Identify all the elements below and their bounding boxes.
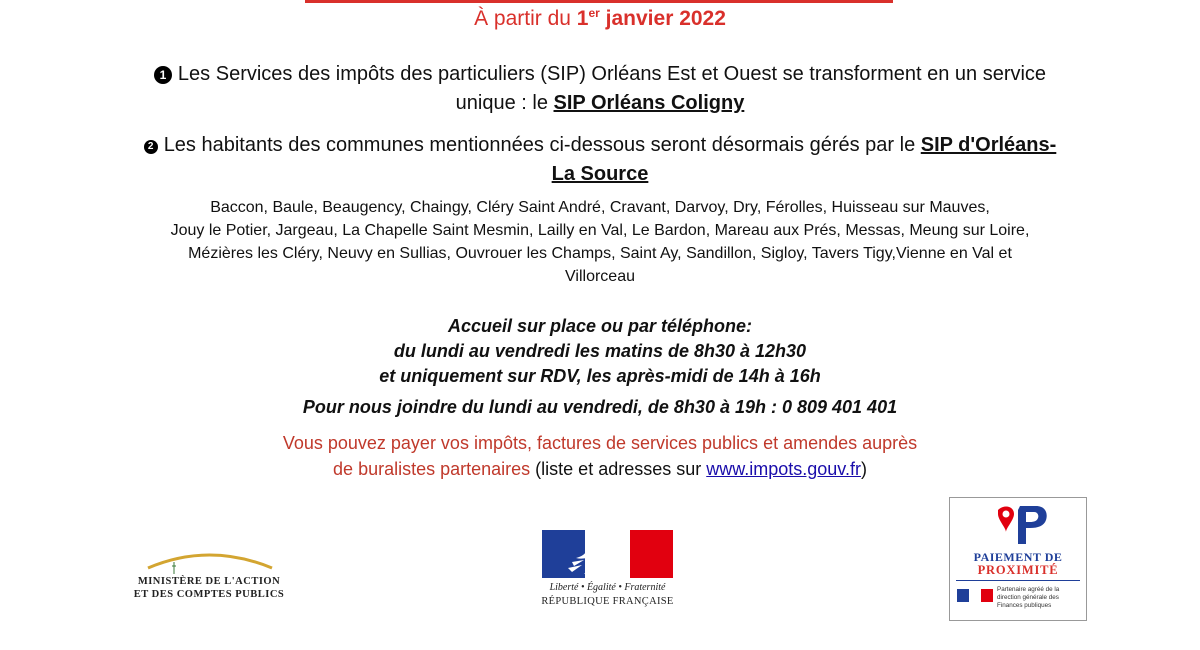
point-1-text: Les Services des impôts des particuliers (SIP) Orléans Est et Ouest se transforment en un service <box>177 63 1047 85</box>
bullet-1-icon: 1 <box>154 66 172 84</box>
pp-flag-icon <box>957 589 993 602</box>
pp-divider <box>956 580 1080 581</box>
point-2-text: Les habitants des communes mentionnées ci-dessous seront désormais gérés par le <box>163 134 921 156</box>
communes-line: Mézières les Cléry, Neuvy en Sullias, Ouvrouer les Champs, Saint Ay, Sandillon, Sigloy, Tavers Tigy,Vienne en Val et <box>188 245 1012 262</box>
ministry-name-1: MINISTÈRE DE L'ACTION <box>137 576 281 587</box>
point-1-text-2: unique : le <box>455 92 554 114</box>
communes-list <box>0 196 1200 288</box>
ministry-name-2: ET DES COMPTES PUBLICS <box>133 589 285 600</box>
payment-buralistes: de buralistes partenaires <box>333 459 531 479</box>
paiement-proximite-logo <box>949 497 1087 621</box>
point-1-line-1 <box>0 60 1200 89</box>
date-sup: er <box>588 6 600 20</box>
impots-gouv-link[interactable]: www.impots.gouv.fr <box>706 459 861 479</box>
communes-line: Baccon, Baule, Beaugency, Chaingy, Cléry Saint André, Cravant, Darvoy, Dry, Férolles, Huisseau sur Mauves, <box>210 199 990 216</box>
hours-title: Accueil sur place ou par téléphone: <box>447 316 753 336</box>
effective-date <box>0 6 1200 31</box>
sip-coligny-name: SIP Orléans Coligny <box>553 92 745 114</box>
ministry-arc-icon <box>138 544 280 574</box>
date-prefix: À partir du <box>474 7 577 30</box>
marianne-icon <box>562 534 632 576</box>
republique-francaise-logo <box>540 530 675 612</box>
location-pin-icon <box>990 504 1050 548</box>
top-red-rule <box>305 0 893 3</box>
communes-line: Jouy le Potier, Jargeau, La Chapelle Saint Mesmin, Lailly en Val, Le Bardon, Mareau aux Prés, Messas, Meung sur Loire, <box>170 222 1030 239</box>
hours-morning: du lundi au vendredi les matins de 8h30 à 12h30 <box>393 341 807 361</box>
payment-line-2 <box>0 456 1200 482</box>
point-1 <box>0 60 1200 118</box>
pp-subtitle: Partenaire agréé de la direction générale des Finances publiques <box>997 586 1060 609</box>
communes-line: Villorceau <box>565 268 635 285</box>
date-day: 1 <box>576 7 589 30</box>
sip-la-source-name-1: SIP d'Orléans- <box>920 134 1057 156</box>
rf-name: RÉPUBLIQUE FRANÇAISE <box>541 596 674 607</box>
pp-title-2: PROXIMITÉ <box>977 563 1059 577</box>
payment-info <box>0 430 1200 482</box>
date-rest: janvier 2022 <box>599 7 726 30</box>
sip-la-source-name-2: La Source <box>551 163 649 185</box>
pp-title-1: PAIEMENT DE <box>973 550 1063 564</box>
point-2 <box>0 131 1200 189</box>
hours-afternoon: et uniquement sur RDV, les après-midi de 14h à 16h <box>379 366 821 386</box>
payment-close-paren: ) <box>860 459 867 479</box>
payment-list-text: (liste et adresses sur <box>530 459 707 479</box>
rf-motto: Liberté • Égalité • Fraternité <box>549 582 666 593</box>
payment-line-1: Vous pouvez payer vos impôts, factures de services publics et amendes auprès <box>282 433 918 453</box>
ministry-logo <box>118 544 300 604</box>
opening-hours <box>0 314 1200 389</box>
contact-phone: Pour nous joindre du lundi au vendredi, de 8h30 à 19h : 0 809 401 401 <box>302 397 898 417</box>
french-flag-icon <box>542 530 673 578</box>
bullet-2-icon: 2 <box>144 140 158 154</box>
